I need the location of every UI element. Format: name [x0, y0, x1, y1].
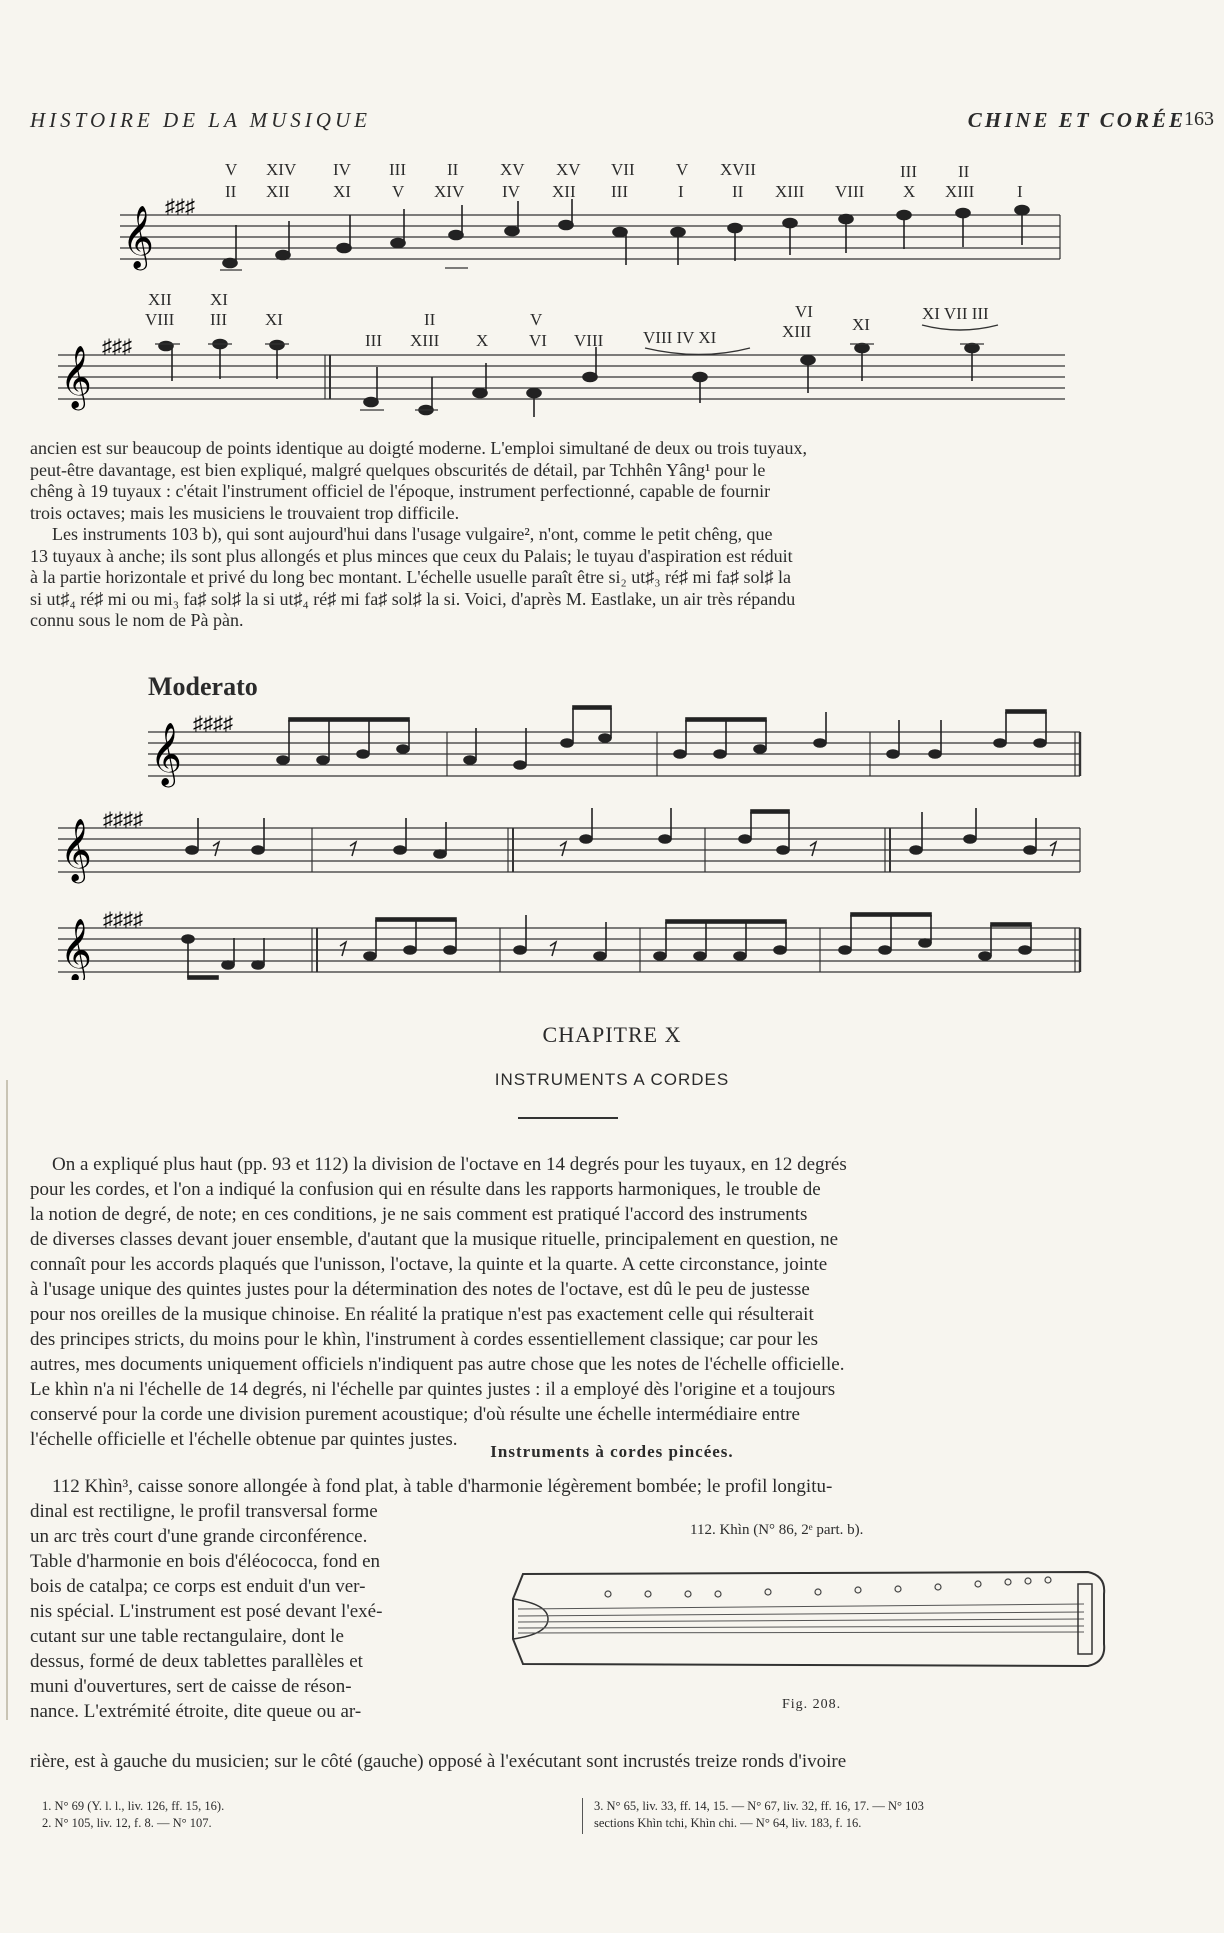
notes-row-2 [159, 340, 979, 418]
numeral: XII [266, 182, 290, 201]
text-line: nis spécial. L'instrument est posé devant l'exé- [30, 1601, 383, 1622]
ledger-lines-row-1 [220, 268, 468, 270]
numeral: XI [265, 310, 283, 329]
footnote: sections Khìn tchi, Khìn chi. — N° 64, liv. 183, f. 16. [594, 1816, 862, 1830]
khin-wrapped-text [30, 1499, 500, 1724]
text-line: des principes stricts, du moins pour le khìn, l'instrument à cordes essentiellement classique; car pour les [30, 1329, 819, 1350]
text-line: peut-être davantage, est bien expliqué, malgré quelques obscurités de détail, par Tchhên Yâng¹ pour le [30, 459, 766, 480]
staff-1 [120, 215, 1060, 259]
numeral: IV [502, 182, 520, 201]
text-line: un arc très court d'une grande circonférence. [30, 1526, 368, 1547]
text-line: muni d'ouvertures, sert de caisse de réson- [30, 1676, 352, 1697]
staff-4 [58, 828, 1080, 872]
treble-clef-icon: 𝄞 [60, 920, 92, 980]
numeral: V [530, 310, 543, 329]
chapter-title: CHAPITRE X [542, 1022, 682, 1047]
key-signature: ♯♯♯♯ [103, 909, 143, 931]
text-line: à l'usage unique des quintes justes pour la détermination des notes de l'octave, est dû le peu de justesse [30, 1279, 810, 1300]
slur [922, 325, 998, 330]
numeral: IV [333, 160, 351, 179]
numeral: II [225, 182, 237, 201]
notes-row-1 [223, 199, 1029, 268]
khin-first-line: 112 Khìn³, caisse sonore allongée à fond plat, à table d'harmonie légèrement bombée; le profil longitu- [52, 1476, 833, 1497]
numeral: XI [852, 315, 870, 334]
numeral: XII [552, 182, 576, 201]
text-line: 13 tuyaux à anche; ils sont plus allongés et plus minces que ceux du Palais; le tuyau d'aspiration est réduit [30, 545, 793, 566]
numeral: XII [148, 290, 172, 309]
numeral: XIII [410, 331, 440, 350]
text-line: Le khìn n'a ni l'échelle de 14 degrés, ni l'échelle par quintes justes : il a employé dès l'origine et a toujours [30, 1379, 836, 1400]
numeral: XIII [782, 322, 812, 341]
numeral: XIV [434, 182, 465, 201]
scan-margin-shadow [6, 1080, 8, 1720]
text-line: cutant sur une table rectangulaire, dont le [30, 1626, 344, 1647]
page-number: 163 [1184, 108, 1214, 130]
numeral: XI [333, 182, 351, 201]
text-line: à la partie horizontale et privé du long bec montant. L'échelle usuelle paraît être si₂ ut♯₃ ré♯ mi fa♯ sol♯ la [30, 567, 792, 587]
text-line: On a expliqué plus haut (pp. 93 et 112) la division de l'octave en 14 degrés pour les tuyaux, en 12 degrés [52, 1154, 847, 1175]
footnote-separator [582, 1798, 583, 1834]
key-signature: ♯♯♯♯ [193, 713, 233, 735]
numeral: XIII [775, 182, 805, 201]
numeral: V [225, 160, 238, 179]
numeral: I [1017, 182, 1023, 201]
text-line: nance. L'extrémité étroite, dite queue ou ar- [30, 1701, 362, 1722]
numeral: III [900, 162, 917, 181]
numeral: VI [795, 302, 813, 321]
staff-2 [58, 355, 1065, 399]
numeral: X [903, 182, 916, 201]
numeral: XI [210, 290, 228, 309]
staff-5 [58, 928, 1080, 972]
numeral: III [365, 331, 382, 350]
music-example-1 [0, 155, 1224, 420]
text-line: connaît pour les accords plaqués que l'unisson, l'octave, la quinte et la quarte. A cette circonstance, jointe [30, 1254, 828, 1275]
numeral: I [678, 182, 684, 201]
treble-clef-icon: 𝄞 [60, 820, 92, 880]
numeral: XVII [720, 160, 756, 179]
text-line: conservé pour la corde une division purement acoustique; d'où résulte une échelle intermédiaire entre [30, 1404, 800, 1425]
text-line: si ut♯₄ ré♯ mi ou mi₃ fa♯ sol♯ la si ut♯₄ ré♯ mi fa♯ sol♯ la si. Voici, d'après M. Eastlake, un air très répandu [30, 588, 796, 609]
treble-clef-icon: 𝄞 [60, 347, 92, 407]
text-line: chêng à 19 tuyaux : c'était l'instrument officiel de l'époque, instrument perfectionné, capable de fournir [30, 481, 771, 501]
khin-illustration [508, 1554, 1108, 1684]
numeral: III [210, 310, 227, 329]
rests-row-4 [213, 842, 1056, 856]
figure-caption: 112. Khìn (N° 86, 2ᵉ part. b). [690, 1522, 864, 1538]
numeral: XIV [266, 160, 297, 179]
text-line: la notion de degré, de note; en ces conditions, je ne sais comment est pratiqué l'accord des instruments [30, 1204, 808, 1225]
numeral: V [392, 182, 405, 201]
key-signature: ♯♯♯ [165, 196, 195, 218]
numeral: XV [500, 160, 525, 179]
text-line: pour les cordes, et l'on a indiqué la confusion qui en résulte dans les rapports harmoniques, le trouble de [30, 1179, 821, 1200]
paragraph-doigte [30, 438, 1107, 524]
numeral: VI [529, 331, 547, 350]
text-line: pour nos oreilles de la musique chinoise. En réalité la pratique n'est pas exactement celle qui résulterait [30, 1304, 814, 1325]
numerals-row-1 [225, 160, 1023, 201]
text-line: trois octaves; mais les musiciens le trouvaient trop difficile. [30, 502, 460, 523]
numeral: II [732, 182, 744, 201]
figure-label: Fig. 208. [782, 1697, 842, 1712]
numeral: II [424, 310, 436, 329]
treble-clef-icon: 𝄞 [150, 724, 182, 784]
text-line: dinal est rectiligne, le profil transversal forme [30, 1501, 378, 1522]
numeral: XV [556, 160, 581, 179]
text-line: bois de catalpa; ce corps est enduit d'un ver- [30, 1576, 366, 1597]
text-line: Table d'harmonie en bois d'éléococca, fond en [30, 1551, 381, 1572]
chapter-subtitle: INSTRUMENTS A CORDES [494, 1070, 730, 1089]
numeral: III [611, 182, 628, 201]
numeral: VIII IV XI [643, 328, 717, 347]
text-line: Les instruments 103 b), qui sont aujourd'hui dans l'usage vulgaire², n'ont, comme le petit chêng, que [52, 524, 773, 544]
text-line: ancien est sur beaucoup de points identique au doigté moderne. L'emploi simultané de deux ou trois tuyaux, [30, 438, 808, 458]
footnote: 3. N° 65, liv. 33, ff. 14, 15. — N° 67, liv. 32, ff. 16, 17. — N° 103 [594, 1799, 924, 1813]
numeral: XIII [945, 182, 975, 201]
key-signature: ♯♯♯♯ [103, 809, 143, 831]
divider [518, 1117, 618, 1119]
text-line: de diverses classes devant jouer ensemble, d'autant que la musique rituelle, principalement en question, ne [30, 1229, 839, 1250]
notes-row-5 [182, 913, 1031, 979]
music-example-2 [0, 700, 1224, 980]
key-signature: ♯♯♯ [102, 336, 132, 358]
numeral: V [676, 160, 689, 179]
running-header [30, 108, 1214, 138]
paragraph-instruments [30, 524, 1107, 632]
text-line: dessus, formé de deux tablettes parallèles et [30, 1651, 363, 1672]
numeral: VIII [835, 182, 865, 201]
section-heading: Instruments à cordes pincées. [490, 1442, 734, 1461]
footnote: 1. N° 69 (Y. l. l., liv. 126, ff. 15, 16). [42, 1799, 225, 1813]
numerals-row-2 [145, 290, 989, 350]
chapter-body-paragraph [30, 1152, 1145, 1452]
numeral: VII [611, 160, 635, 179]
numeral: XI VII III [922, 304, 989, 323]
text-line: connu sous le nom de Pà pàn. [30, 610, 244, 630]
footnotes-right [594, 1798, 1154, 1832]
text-line: autres, mes documents uniquement officiels n'indiquent pas autre chose que les notes de l'échelle officielle. [30, 1354, 845, 1375]
section-title-header: CHINE ET CORÉE [967, 108, 1186, 132]
slur [645, 348, 750, 355]
numeral: VIII [145, 310, 175, 329]
tempo-marking: Moderato [148, 672, 258, 701]
khin-last-line: rière, est à gauche du musicien; sur le côté (gauche) opposé à l'exécutant sont incrustés treize ronds d'ivoire [30, 1751, 847, 1772]
notes-row-3 [277, 706, 1046, 769]
numeral: X [476, 331, 489, 350]
running-title: HISTOIRE DE LA MUSIQUE [30, 108, 371, 132]
treble-clef-icon: 𝄞 [122, 207, 154, 267]
footnote: 2. N° 105, liv. 12, f. 8. — N° 107. [42, 1816, 212, 1830]
text-line: l'échelle officielle et l'échelle obtenue par quintes justes. [30, 1429, 458, 1450]
numeral: III [389, 160, 406, 179]
footnotes-left [42, 1798, 562, 1832]
numeral: VIII [574, 331, 604, 350]
numeral: II [958, 162, 970, 181]
numeral: II [447, 160, 459, 179]
